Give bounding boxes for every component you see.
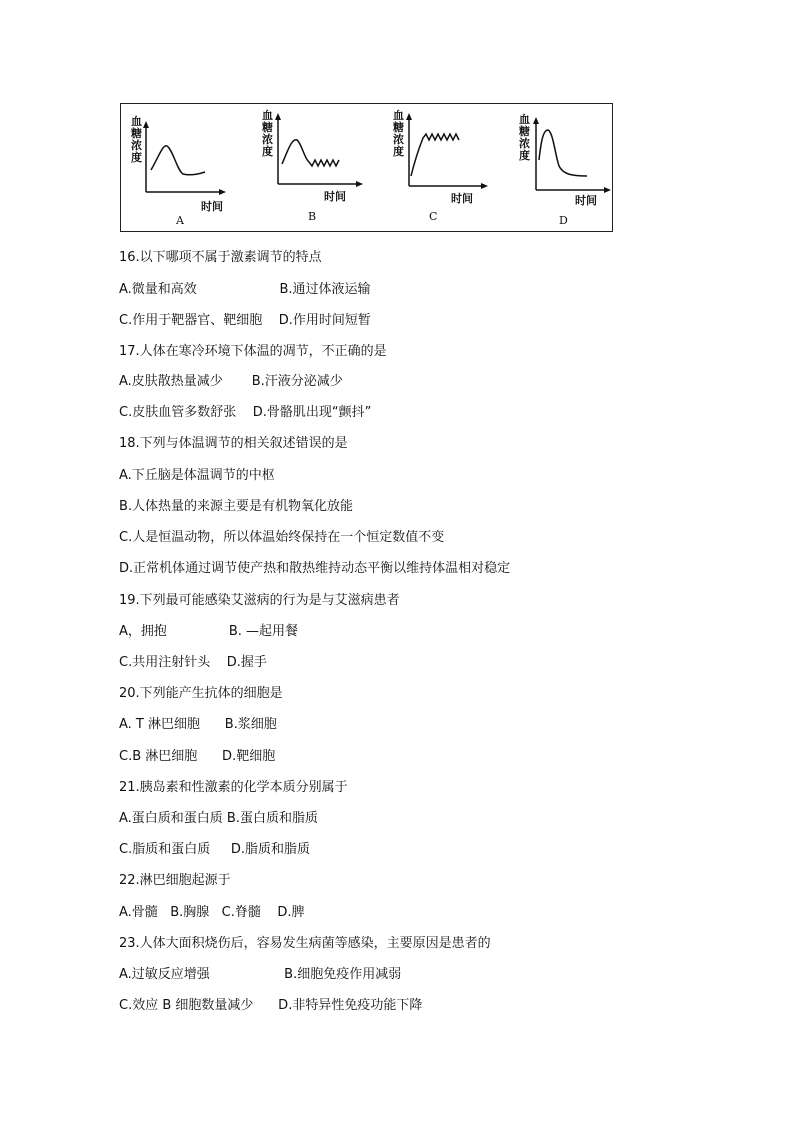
panel-b [246,104,366,231]
q22-options: A.骨髓 B.胸腺 C.脊髓 D.脾 [119,905,305,920]
question-23: 23.人体大面积烧伤后，容易发生病菌等感染，主要原因是患者的 [119,936,491,951]
q19-options-cd: C.共用注射针头 D.握手 [119,655,267,670]
q18-option-a: A.下丘脑是体温调节的中枢 [119,468,275,483]
curve-a [121,104,241,231]
question-20: 20.下列能产生抗体的细胞是 [119,686,283,701]
q16-options-ab: A.微量和高效 B.通过体液运输 [119,282,371,297]
panel-label: C [429,210,438,223]
q18-option-d: D.正常机体通过调节使产热和散热维持动态平衡以维持体温相对稳定 [119,561,511,576]
panel-c [371,104,491,231]
panel-label: A [176,214,184,227]
y-axis-label: 血糖浓度 [519,113,530,162]
x-axis-label: 时间 [201,200,223,213]
blood-glucose-figure [120,103,613,232]
question-22: 22.淋巴细胞起源于 [119,873,231,888]
q17-options-ab: A.皮肤散热量减少 B.汗液分泌减少 [119,374,343,389]
q17-options-cd: C.皮肤血管多数舒张 D.骨骼肌出现“颤抖” [119,405,372,420]
panel-label: D [559,214,568,227]
q20-options-cd: C.B 淋巴细胞 D.靶细胞 [119,749,276,764]
q23-options-cd: C.效应 B 细胞数量减少 D.非特异性免疫功能下降 [119,998,423,1013]
q16-options-cd: C.作用于靶器官、靶细胞 D.作用时间短暂 [119,313,371,328]
q21-options-ab: A.蛋白质和蛋白质 B.蛋白质和脂质 [119,811,318,826]
question-17: 17.人体在寒冷环境下体温的凋节，不正确的是 [119,344,387,359]
question-19: 19.下列最可能感染艾滋病的行为是与艾滋病患者 [119,593,400,608]
y-axis-label: 血糖浓度 [131,115,142,164]
q21-options-cd: C.脂质和蛋白质 D.脂质和脂质 [119,842,311,857]
x-axis-label: 时间 [324,190,346,203]
curve-d [491,104,611,231]
curve-b [246,104,366,231]
panel-d [491,104,611,231]
q18-option-c: C.人是恒温动物，所以体温始终保持在一个恒定数值不变 [119,530,445,545]
y-axis-label: 血糖浓度 [393,109,404,158]
x-axis-label: 时间 [575,194,597,207]
question-16: 16.以下哪项不属于激素调节的特点 [119,250,322,265]
y-axis-label: 血糖浓度 [262,109,273,158]
question-21: 21.胰岛素和性激素的化学本质分别属于 [119,780,348,795]
x-axis-label: 时间 [451,192,473,205]
question-18: 18.下列与体温调节的相关叙述错误的是 [119,436,348,451]
panel-label: B [308,210,317,223]
q19-options-ab: A，拥抱 B. —起用餐 [119,624,299,639]
q18-option-b: B.人体热量的来源主要是有机物氧化放能 [119,499,354,514]
q20-options-ab: A. T 淋巴细胞 B.浆细胞 [119,717,277,732]
panel-a [121,104,241,231]
q23-options-ab: A.过敏反应增强 B.细胞免疫作用减弱 [119,967,402,982]
